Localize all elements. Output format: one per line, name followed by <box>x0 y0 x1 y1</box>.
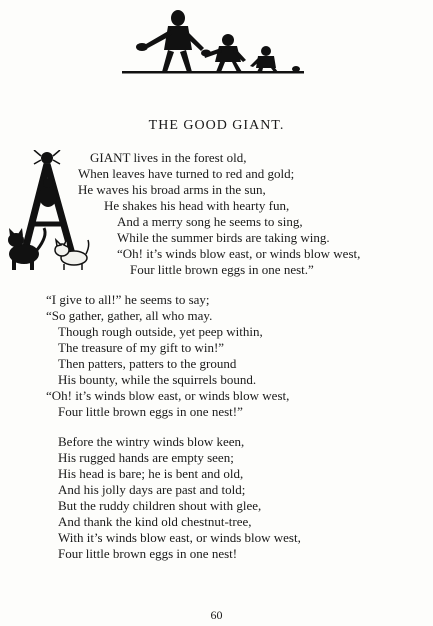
poem-line: “I give to all!” he seems to say; <box>46 292 210 307</box>
poem-line: When leaves have turned to red and gold; <box>78 166 295 181</box>
poem-line: “So gather, gather, all who may. <box>46 308 213 323</box>
poem-title: THE GOOD GIANT. <box>148 118 285 133</box>
bug-icon <box>34 150 60 164</box>
middle-figure-silhouette <box>204 34 246 72</box>
poem-line: “Oh! it’s winds blow east, or winds blow west, <box>117 246 361 261</box>
poem-line: And his jolly days are past and told; <box>58 482 246 497</box>
poem-line: Though rough outside, yet peep within, <box>58 324 263 339</box>
poem-line: He waves his broad arms in the sun, <box>78 182 266 197</box>
poem-line: While the summer birds are taking wing. <box>117 230 330 245</box>
page-number: 60 <box>210 608 223 622</box>
poem-line: Four little brown eggs in one nest!” <box>58 404 243 419</box>
header-illustration <box>118 4 308 84</box>
poem-line: But the ruddy children shout with glee, <box>58 498 262 513</box>
poem-line: The treasure of my gift to win!” <box>58 340 225 355</box>
poem-line: Four little brown eggs in one nest.” <box>130 262 314 277</box>
poem-line: Four little brown eggs in one nest! <box>58 546 238 561</box>
poem-line: His bounty, while the squirrels bound. <box>58 372 257 387</box>
poem-line: Then patters, patters to the ground <box>58 356 237 371</box>
small-figure-silhouette <box>250 46 300 72</box>
poem-line: His head is bare; he is bent and old, <box>58 466 244 481</box>
poem-line: His rugged hands are empty seen; <box>58 450 234 465</box>
poem-line: Before the wintry winds blow keen, <box>58 434 245 449</box>
poem-line: He shakes his head with hearty fun, <box>104 198 290 213</box>
poem-line: And a merry song he seems to sing, <box>117 214 303 229</box>
poem-line: And thank the kind old chestnut-tree, <box>58 514 252 529</box>
poem-line: GIANT lives in the forest old, <box>90 150 247 165</box>
poem-line: “Oh! it’s winds blow east, or winds blow west, <box>46 388 290 403</box>
tall-figure-silhouette <box>136 10 211 72</box>
poem-line: With it’s winds blow east, or winds blow west, <box>58 530 301 545</box>
initial-letter-a-drawing <box>16 164 82 254</box>
